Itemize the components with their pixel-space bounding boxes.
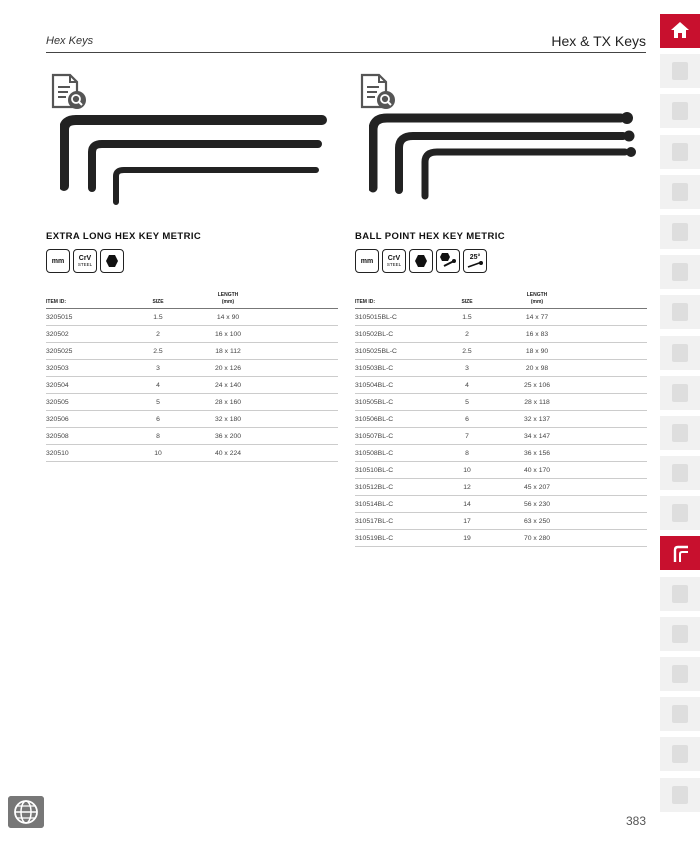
cell-filler — [577, 496, 647, 513]
cell-filler — [268, 445, 338, 462]
cell-item-id: 3105025BL-C — [355, 343, 437, 360]
cell-length: 25 x 106 — [497, 377, 577, 394]
saw-icon — [672, 705, 688, 723]
cell-length: 28 x 160 — [188, 394, 268, 411]
cell-length: 36 x 200 — [188, 428, 268, 445]
cell-filler — [577, 360, 647, 377]
electric-icon — [672, 665, 688, 683]
sidebar-item-tool-chest[interactable] — [660, 54, 700, 88]
metric-mm-badge: mm — [46, 249, 70, 273]
wrench-set-icon — [672, 183, 688, 201]
cell-filler — [577, 462, 647, 479]
sidebar-item-measuring[interactable] — [660, 496, 700, 530]
ball-end-icon — [436, 249, 460, 273]
cell-filler — [577, 445, 647, 462]
cell-item-id: 310505BL-C — [355, 394, 437, 411]
cell-filler — [577, 377, 647, 394]
home-icon — [672, 22, 688, 40]
table-row — [355, 445, 647, 462]
header-right-title: Hex & TX Keys — [551, 33, 646, 49]
cell-item-id: 310519BL-C — [355, 530, 437, 547]
cell-filler — [268, 343, 338, 360]
cell-size: 5 — [128, 394, 188, 411]
cell-length: 20 x 98 — [497, 360, 577, 377]
cell-item-id: 320504 — [46, 377, 128, 394]
table-row — [355, 309, 647, 326]
cell-filler — [577, 530, 647, 547]
hex-shape-icon — [100, 249, 124, 273]
cell-item-id: 310512BL-C — [355, 479, 437, 496]
cell-item-id: 310514BL-C — [355, 496, 437, 513]
column-header-item: ITEM ID: — [355, 292, 437, 309]
table-body-1 — [46, 309, 338, 462]
gear-alt-icon — [672, 786, 688, 804]
column-header-length: LENGTH (mm) — [497, 292, 577, 309]
table-row — [46, 343, 338, 360]
cell-size: 3 — [128, 360, 188, 377]
ball-point-hex-key-image — [369, 108, 649, 238]
cell-filler — [268, 411, 338, 428]
cell-item-id: 3205015 — [46, 309, 128, 326]
cell-item-id: 310503BL-C — [355, 360, 437, 377]
cell-length: 18 x 90 — [497, 343, 577, 360]
table-row — [355, 411, 647, 428]
cell-size: 10 — [437, 462, 497, 479]
table-body-2 — [355, 309, 647, 547]
hex-key-icon — [672, 544, 688, 562]
table-row — [355, 394, 647, 411]
column-header-length: LENGTH (mm) — [188, 292, 268, 309]
cell-length: 16 x 83 — [497, 326, 577, 343]
cell-item-id: 320502 — [46, 326, 128, 343]
sidebar-item-clamp[interactable] — [660, 577, 700, 611]
table-row — [355, 428, 647, 445]
column-header-size: SIZE — [128, 292, 188, 309]
cell-item-id: 310508BL-C — [355, 445, 437, 462]
screwdriver-bit-icon — [672, 263, 688, 281]
cell-size: 4 — [437, 377, 497, 394]
page-number: 383 — [625, 814, 646, 828]
cell-size: 2 — [128, 326, 188, 343]
header-divider — [46, 52, 646, 53]
table-row — [46, 394, 338, 411]
cell-item-id: 310506BL-C — [355, 411, 437, 428]
cell-filler — [577, 513, 647, 530]
globe-icon[interactable] — [8, 796, 44, 828]
sidebar-item-hammer[interactable] — [660, 416, 700, 450]
sidebar-item-tool-cabinet[interactable] — [660, 94, 700, 128]
cell-length: 40 x 224 — [188, 445, 268, 462]
clamp-icon — [672, 585, 688, 603]
cell-item-id: 320506 — [46, 411, 128, 428]
sidebar-item-socket[interactable] — [660, 295, 700, 329]
table-row — [46, 428, 338, 445]
crv-steel-badge: CrV STEEL — [382, 249, 406, 273]
cell-item-id: 310510BL-C — [355, 462, 437, 479]
document-search-icon[interactable] — [50, 73, 88, 111]
hex-key-product-image — [60, 108, 340, 238]
cell-size: 8 — [437, 445, 497, 462]
cell-length: 32 x 137 — [497, 411, 577, 428]
hex-shape-icon — [409, 249, 433, 273]
tool-chest-icon — [672, 62, 688, 80]
cell-length: 18 x 112 — [188, 343, 268, 360]
cell-item-id: 320505 — [46, 394, 128, 411]
header-left-title: Hex Keys — [46, 35, 94, 47]
cell-item-id: 320503 — [46, 360, 128, 377]
table-header-row — [355, 292, 647, 309]
sidebar-item-storage[interactable] — [660, 215, 700, 249]
cell-size: 4 — [128, 377, 188, 394]
warning-icon — [672, 625, 688, 643]
gear-icon — [672, 745, 688, 763]
column-header-size: SIZE — [437, 292, 497, 309]
table-row — [46, 360, 338, 377]
sidebar-item-gear[interactable] — [660, 737, 700, 771]
cell-length: 36 x 156 — [497, 445, 577, 462]
cell-filler — [577, 326, 647, 343]
cell-filler — [268, 377, 338, 394]
cell-length: 34 x 147 — [497, 428, 577, 445]
tool-trolley-icon — [672, 143, 688, 161]
tool-cabinet-icon — [672, 102, 688, 120]
cell-size: 2.5 — [437, 343, 497, 360]
column-header-item: ITEM ID: — [46, 292, 128, 309]
cell-filler — [268, 326, 338, 343]
cell-item-id: 3205025 — [46, 343, 128, 360]
table-row — [355, 326, 647, 343]
screwdriver-icon — [672, 344, 688, 362]
angle-25-degree-badge: 25° — [463, 249, 487, 273]
cell-length: 28 x 118 — [497, 394, 577, 411]
cell-filler — [577, 343, 647, 360]
cell-item-id: 320510 — [46, 445, 128, 462]
hammer-icon — [672, 424, 688, 442]
product-title: BALL POINT HEX KEY METRIC — [355, 231, 506, 242]
table-header-row — [46, 292, 338, 309]
cell-length: 14 x 77 — [497, 309, 577, 326]
cell-size: 1.5 — [437, 309, 497, 326]
cell-item-id: 3105015BL-C — [355, 309, 437, 326]
sidebar-item-hex-key[interactable] — [660, 536, 700, 570]
sidebar-item-saw[interactable] — [660, 697, 700, 731]
cell-size: 6 — [128, 411, 188, 428]
spec-table — [355, 292, 647, 547]
table-row — [355, 462, 647, 479]
sidebar-item-screwdriver[interactable] — [660, 336, 700, 370]
cell-size: 12 — [437, 479, 497, 496]
cell-filler — [577, 394, 647, 411]
cutter-icon — [672, 464, 688, 482]
cell-length: 63 x 250 — [497, 513, 577, 530]
cell-size: 2 — [437, 326, 497, 343]
cell-length: 24 x 140 — [188, 377, 268, 394]
cell-size: 14 — [437, 496, 497, 513]
cell-length: 45 x 207 — [497, 479, 577, 496]
sidebar-item-home[interactable] — [660, 14, 700, 48]
table-row — [46, 309, 338, 326]
spec-table — [46, 292, 338, 462]
cell-item-id: 320508 — [46, 428, 128, 445]
table-row — [355, 530, 647, 547]
storage-icon — [672, 223, 688, 241]
cell-length: 14 x 90 — [188, 309, 268, 326]
cell-item-id: 310504BL-C — [355, 377, 437, 394]
table-row — [355, 377, 647, 394]
cell-filler — [268, 309, 338, 326]
table-row — [355, 343, 647, 360]
cell-size: 17 — [437, 513, 497, 530]
cell-size: 7 — [437, 428, 497, 445]
cell-length: 32 x 180 — [188, 411, 268, 428]
sidebar-item-wrench-set[interactable] — [660, 175, 700, 209]
sidebar-item-screwdriver-bit[interactable] — [660, 255, 700, 289]
sidebar-item-pliers[interactable] — [660, 376, 700, 410]
cell-filler — [577, 309, 647, 326]
socket-icon — [672, 303, 688, 321]
cell-size: 1.5 — [128, 309, 188, 326]
sidebar-item-warning[interactable] — [660, 617, 700, 651]
cell-length: 16 x 100 — [188, 326, 268, 343]
cell-filler — [577, 479, 647, 496]
cell-filler — [268, 428, 338, 445]
cell-length: 20 x 126 — [188, 360, 268, 377]
category-sidebar — [660, 14, 700, 818]
cell-size: 5 — [437, 394, 497, 411]
cell-size: 10 — [128, 445, 188, 462]
measuring-icon — [672, 504, 688, 522]
table-row — [46, 445, 338, 462]
cell-item-id: 310507BL-C — [355, 428, 437, 445]
spec-badges — [46, 249, 124, 273]
cell-size: 3 — [437, 360, 497, 377]
spec-badges — [355, 249, 487, 273]
table-row — [46, 411, 338, 428]
table-row — [355, 360, 647, 377]
cell-filler — [268, 394, 338, 411]
product-title: EXTRA LONG HEX KEY METRIC — [46, 231, 202, 242]
table-row — [46, 377, 338, 394]
cell-filler — [577, 411, 647, 428]
cell-item-id: 310517BL-C — [355, 513, 437, 530]
table-row — [355, 479, 647, 496]
cell-filler — [577, 428, 647, 445]
sidebar-item-tool-trolley[interactable] — [660, 135, 700, 169]
cell-size: 8 — [128, 428, 188, 445]
cell-length: 56 x 230 — [497, 496, 577, 513]
sidebar-item-cutter[interactable] — [660, 456, 700, 490]
sidebar-item-electric[interactable] — [660, 657, 700, 691]
cell-item-id: 310502BL-C — [355, 326, 437, 343]
table-row — [46, 326, 338, 343]
cell-length: 70 x 280 — [497, 530, 577, 547]
sidebar-item-gear-alt[interactable] — [660, 778, 700, 812]
table-row — [355, 513, 647, 530]
cell-size: 2.5 — [128, 343, 188, 360]
cell-size: 6 — [437, 411, 497, 428]
cell-length: 40 x 170 — [497, 462, 577, 479]
document-search-icon[interactable] — [359, 73, 397, 111]
cell-size: 19 — [437, 530, 497, 547]
pliers-icon — [672, 384, 688, 402]
crv-steel-badge: CrV STEEL — [73, 249, 97, 273]
cell-filler — [268, 360, 338, 377]
table-row — [355, 496, 647, 513]
metric-mm-badge: mm — [355, 249, 379, 273]
